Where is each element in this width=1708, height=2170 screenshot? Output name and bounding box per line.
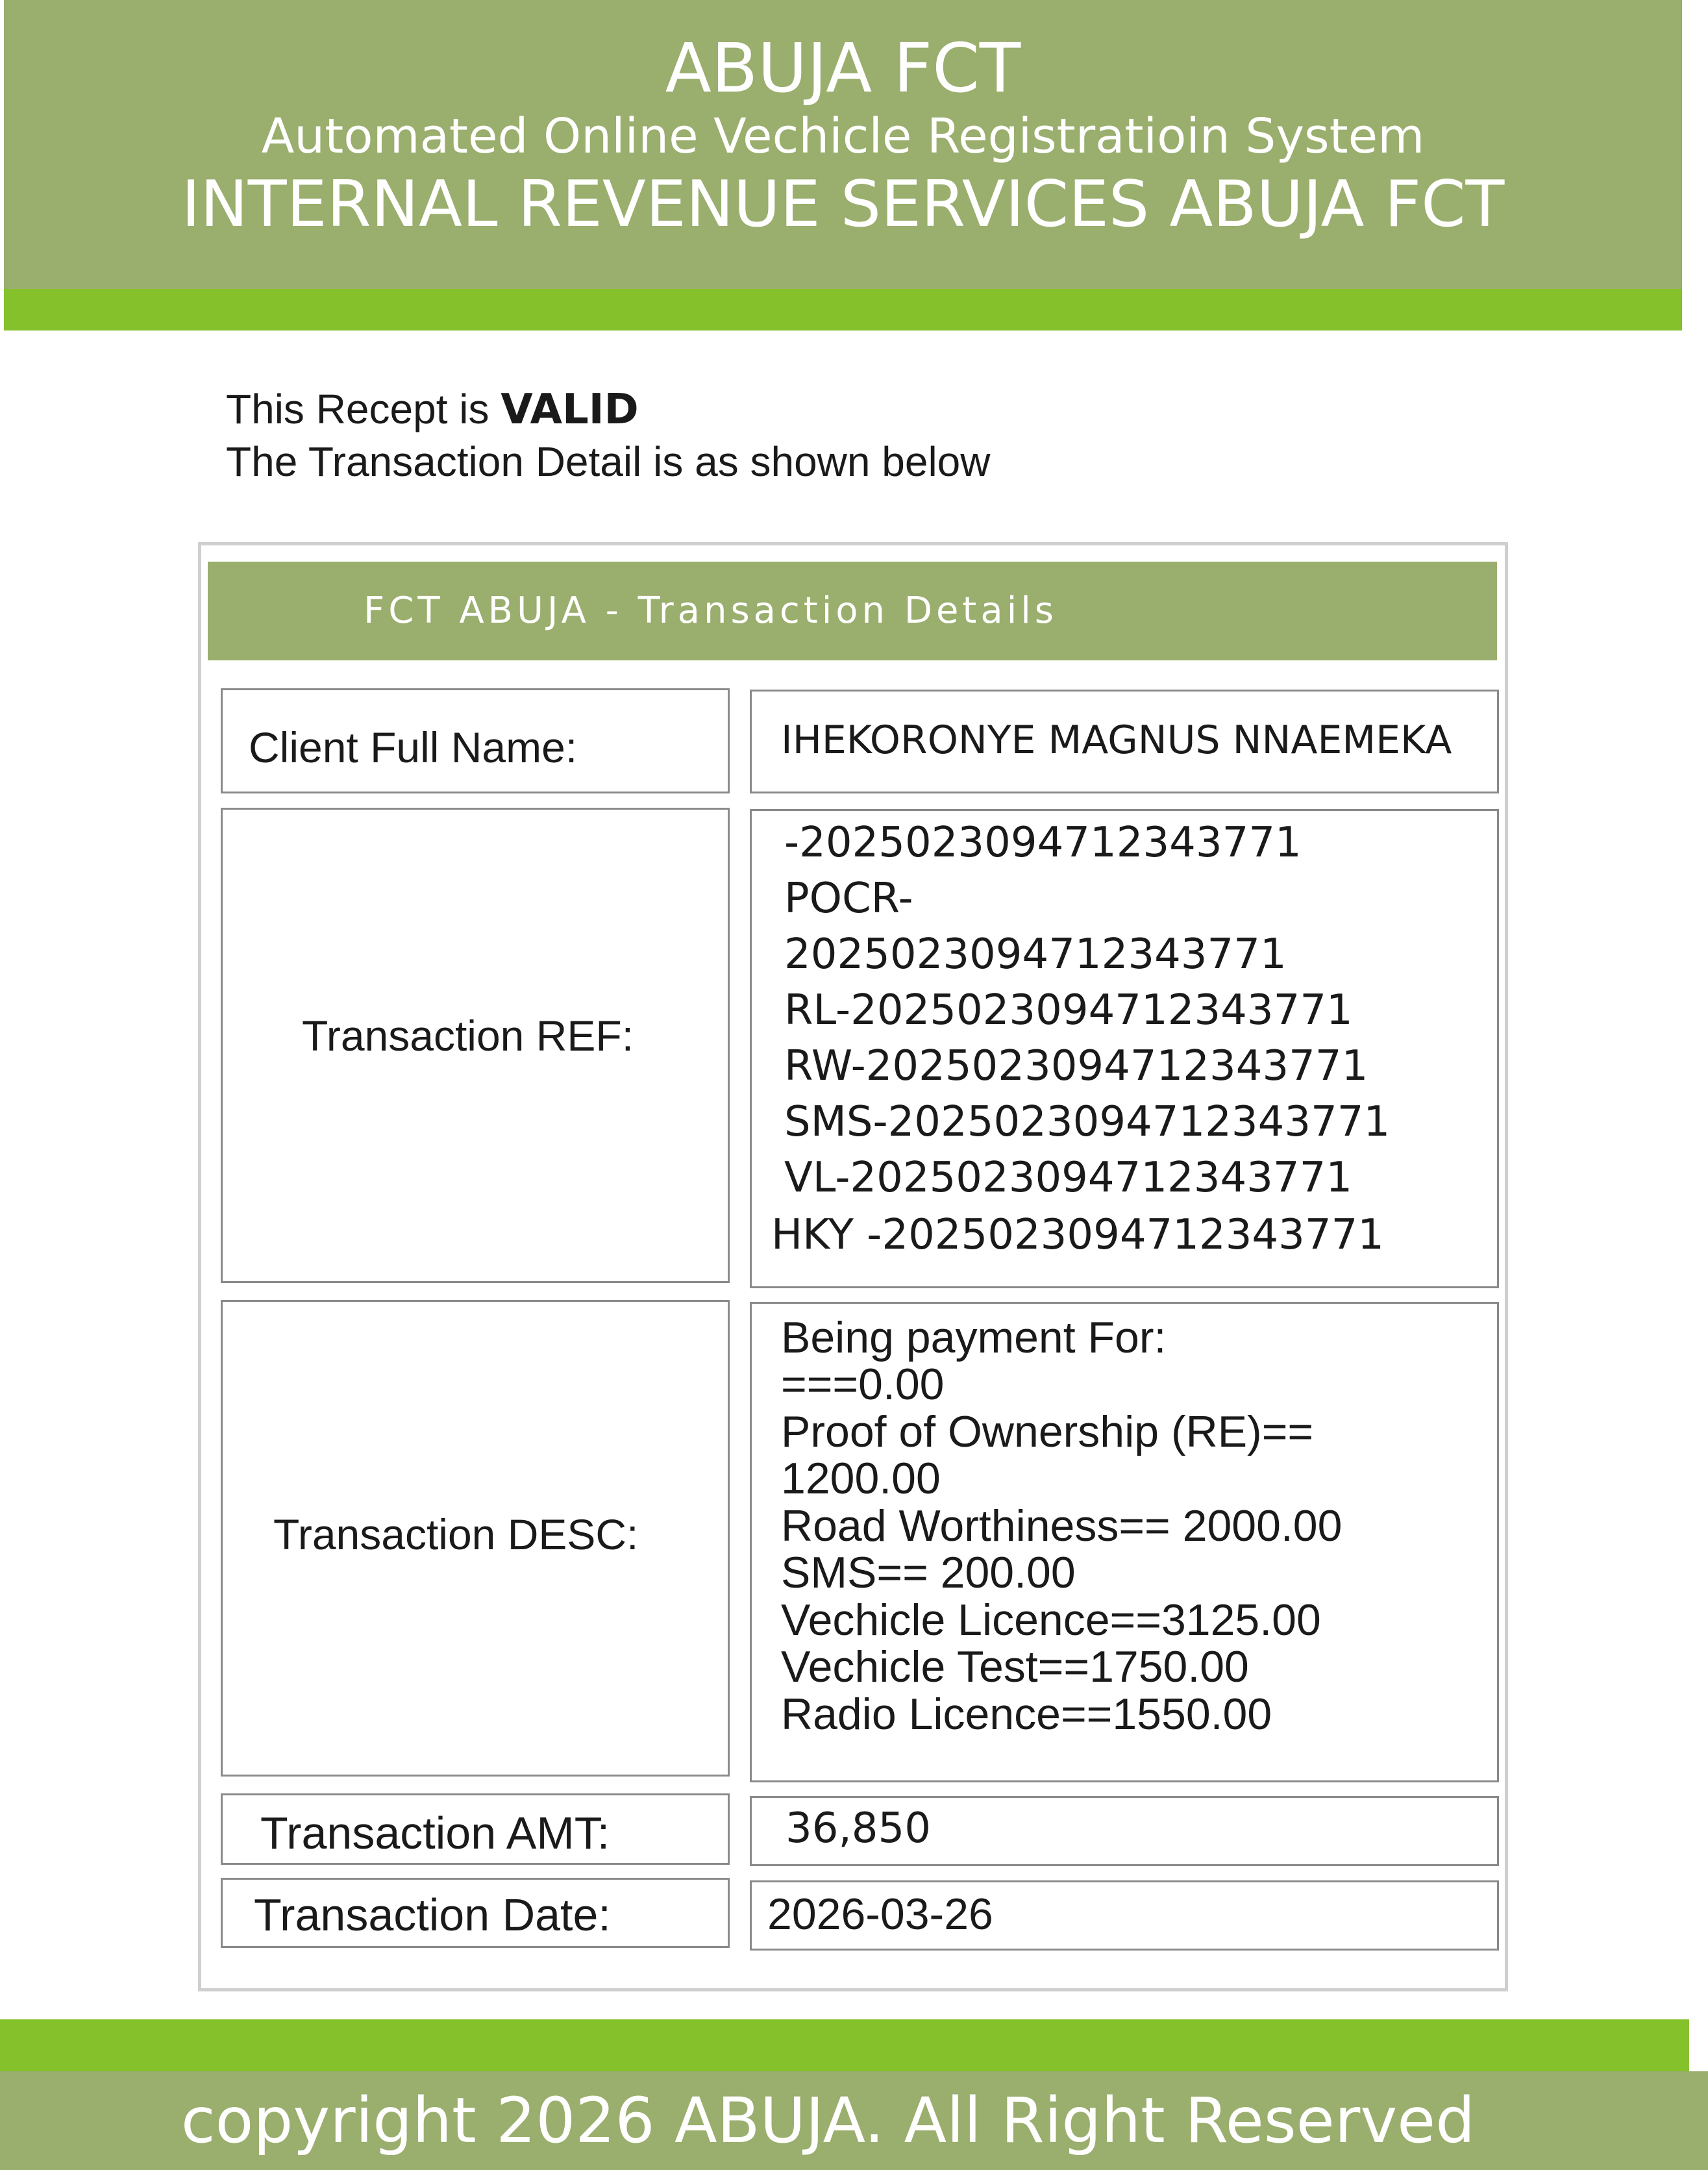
client-name-label-cell	[221, 688, 730, 793]
desc-line: Proof of Ownership (RE)==	[781, 1407, 1314, 1456]
header-accent-stripe	[4, 289, 1682, 330]
ref-line: SMS-2025023094712343771	[784, 1098, 1391, 1146]
amount-value: 36,850	[786, 1804, 931, 1852]
footer-accent-stripe	[0, 2019, 1689, 2076]
ref-line: RL-2025023094712343771	[784, 986, 1353, 1034]
ref-line: HKY -2025023094712343771	[771, 1211, 1384, 1259]
desc-label: Transaction DESC:	[273, 1510, 639, 1558]
ref-line: POCR-	[784, 875, 913, 923]
date-value-cell	[750, 1880, 1499, 1951]
ref-line: VL-2025023094712343771	[784, 1154, 1353, 1202]
card-title: FCT ABUJA - Transaction Details	[208, 562, 1497, 660]
ref-label-cell	[221, 808, 730, 1283]
desc-line: Vechicle Test==1750.00	[781, 1642, 1249, 1691]
desc-label-cell	[221, 1300, 730, 1777]
desc-value-cell	[750, 1302, 1499, 1782]
validity-intro	[226, 383, 990, 488]
date-label: Transaction Date:	[254, 1889, 611, 1940]
detail-note: The Transaction Detail is as shown below	[226, 438, 991, 485]
date-label-cell	[221, 1878, 730, 1948]
desc-line: Road Worthiness== 2000.00	[781, 1501, 1343, 1551]
ref-label: Transaction REF:	[302, 1012, 634, 1060]
client-name-value: IHEKORONYE MAGNUS NNAEMEKA	[781, 717, 1452, 763]
amount-label: Transaction AMT:	[260, 1808, 610, 1858]
desc-line: Being payment For:	[781, 1313, 1167, 1362]
copyright-text: copyright 2026 ABUJA. All Right Reserved	[180, 2084, 1476, 2157]
page-footer	[0, 2071, 1708, 2170]
header-title: ABUJA FCT	[665, 29, 1021, 108]
ref-value-cell	[750, 809, 1499, 1288]
transaction-card	[198, 542, 1508, 1991]
desc-line: SMS== 200.00	[781, 1548, 1076, 1597]
validity-prefix: This Recept is	[226, 386, 501, 432]
ref-line: 2025023094712343771	[784, 930, 1287, 979]
header-subtitle: Automated Online Vechicle Registratioin System	[261, 108, 1425, 164]
amount-label-cell	[221, 1793, 730, 1865]
client-name-label: Client Full Name:	[249, 723, 578, 771]
desc-line: 1200.00	[781, 1454, 941, 1503]
date-value: 2026-03-26	[767, 1889, 993, 1939]
page-header	[4, 0, 1682, 289]
ref-line: -2025023094712343771	[784, 819, 1302, 867]
ref-line: RW-2025023094712343771	[784, 1042, 1368, 1090]
validity-status: VALID	[501, 386, 639, 434]
desc-line: Vechicle Licence==3125.00	[781, 1595, 1321, 1645]
header-organization: INTERNAL REVENUE SERVICES ABUJA FCT	[181, 168, 1505, 242]
desc-line: ===0.00	[781, 1360, 945, 1409]
amount-value-cell	[750, 1796, 1499, 1866]
validity-line	[226, 383, 990, 436]
client-name-value-cell	[750, 690, 1499, 793]
desc-line: Radio Licence==1550.00	[781, 1690, 1272, 1739]
